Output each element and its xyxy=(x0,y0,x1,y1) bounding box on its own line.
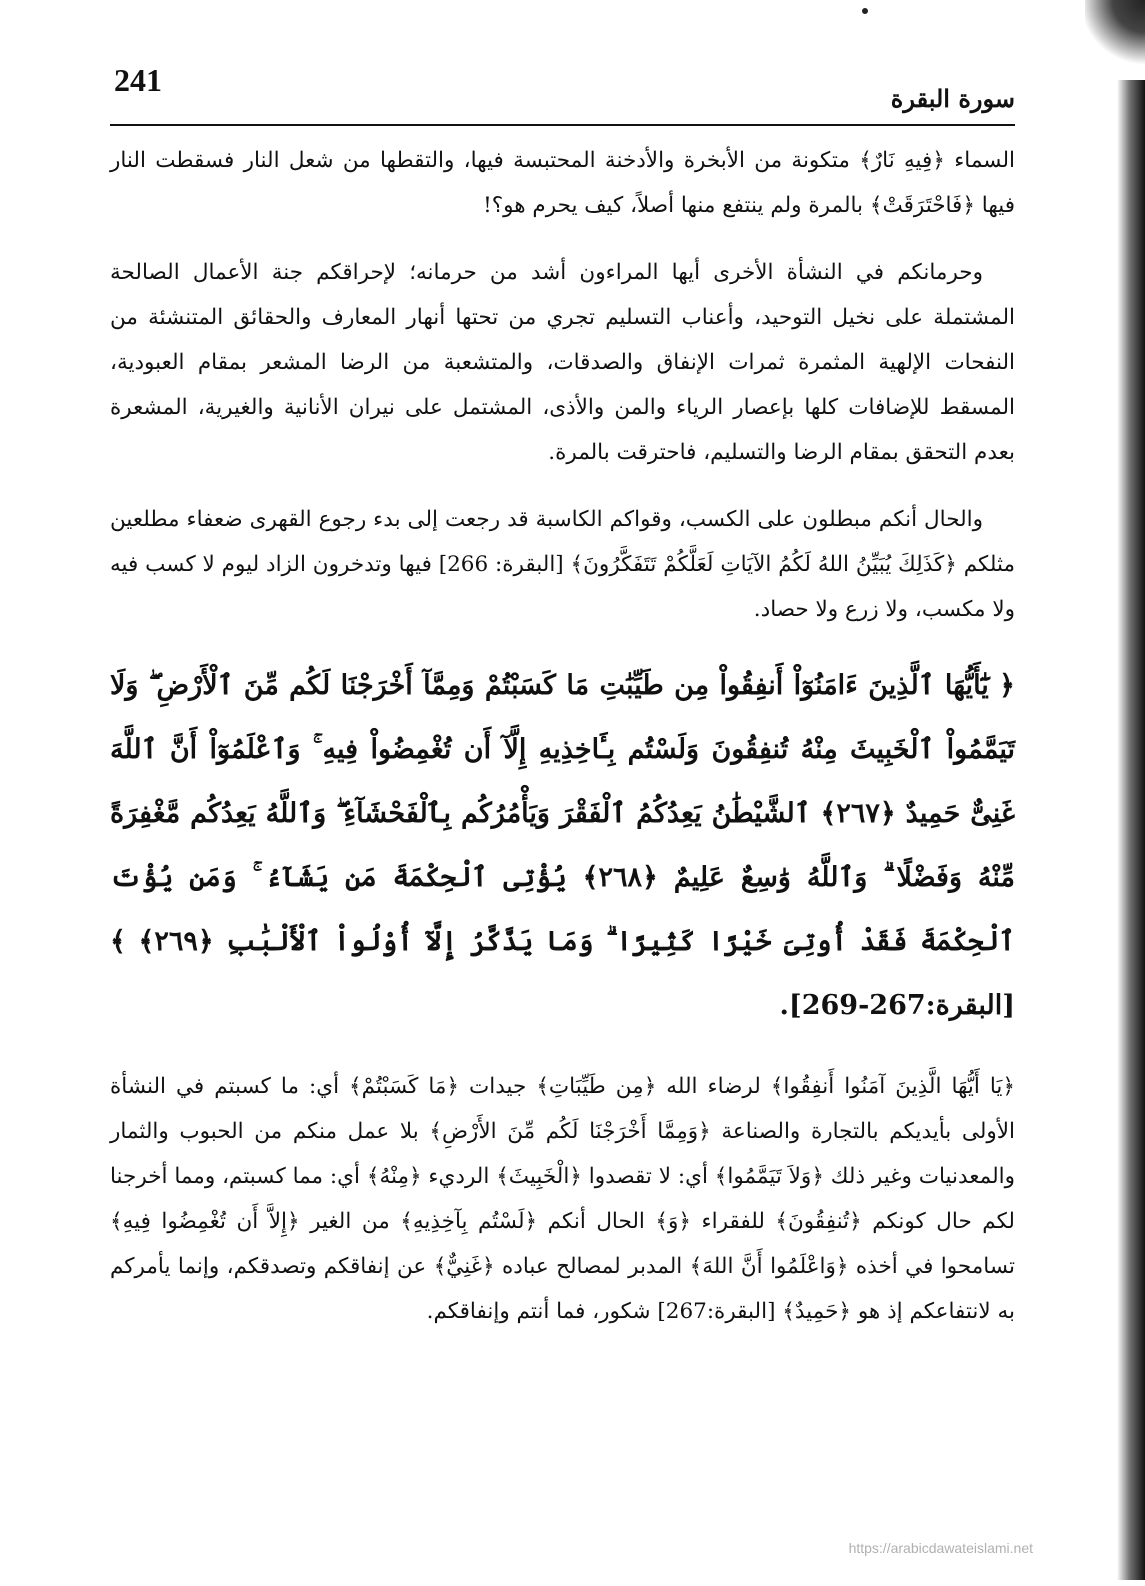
page-body xyxy=(110,138,1015,1334)
scan-shadow-corner xyxy=(1085,0,1145,70)
quran-verses-block: ﴿ يَٰٓأَيُّهَا ٱلَّذِينَ ءَامَنُوٓاْ أَنفِقُواْ مِن طَيِّبَٰتِ مَا كَسَبْتُمْ وَمِمَّآ أَخْرَجْنَا لَكُم مِّنَ ٱلْأَرْضِ ۖ وَلَا تَيَمَّمُواْ ٱلْخَبِيثَ مِنْهُ تُنفِقُونَ وَلَسْتُم بِـَٔاخِذِيهِ إِلَّآ أَن تُغْمِضُواْ فِيهِ ۚ وَٱعْلَمُوٓاْ أَنَّ ٱللَّهَ غَنِىٌّ حَمِيدٌ ﴿٢٦٧﴾ ٱلشَّيْطَٰنُ يَعِدُكُمُ ٱلْفَقْرَ وَيَأْمُرُكُم بِٱلْفَحْشَآءِ ۖ وَٱللَّهُ يَعِدُكُم مَّغْفِرَةً مِّنْهُ وَفَضْلًا ۗ وَٱللَّهُ وَٰسِعٌ عَلِيمٌ ﴿٢٦٨﴾ يُؤْتِى ٱلْحِكْمَةَ مَن يَشَآءُ ۚ وَمَن يُؤْتَ ٱلْحِكْمَةَ فَقَدْ أُوتِىَ خَيْرًا كَثِيرًا ۗ وَمَا يَذَّكَّرُ إِلَّآ أُوْلُواْ ٱلْأَلْبَٰبِ ﴿٢٦٩﴾ ﴾ [البقرة:267-269]. xyxy=(110,670,1015,1021)
page-number: 241 xyxy=(114,62,162,98)
source-watermark: https://arabicdawateislami.net xyxy=(848,1540,1033,1556)
ink-speck xyxy=(862,8,868,14)
page-header xyxy=(110,62,1015,126)
paragraph-3: والحال أنكم مبطلون على الكسب، وقواكم الكاسبة قد رجعت إلى بدء رجوع القهرى ضعفاء مطلعين مثلكم ﴿كَذَلِكَ يُبَيِّنُ اللهُ لَكُمُ الآيَاتِ لَعَلَّكُمْ تَتَفَكَّرُونَ﴾ [البقرة: 266] فيها وتدخرون الزاد ليوم لا كسب فيه ولا مكسب، ولا زرع ولا حصاد. xyxy=(110,507,1016,622)
commentary-paragraph: ﴿يَا أَيُّهَا الَّذِينَ آمَنُوا أَنفِقُوا﴾ لرضاء الله ﴿مِن طَيِّبَاتِ﴾ جيدات ﴿مَا كَسَبْتُمْ﴾ أي: ما كسبتم في النشأة الأولى بأيديكم بالتجارة والصناعة ﴿وَمِمَّا أَخْرَجْنَا لَكُم مِّنَ الأَرْضِ﴾ بلا عمل منكم من الحبوب والثمار والمعدنيات وغير ذلك ﴿وَلاَ تَيَمَّمُوا﴾ أي: لا تقصدوا ﴿الْخَبِيثَ﴾ الرديء ﴿مِنْهُ﴾ أي: مما كسبتم، ومما أخرجنا لكم حال كونكم ﴿تُنفِقُونَ﴾ للفقراء ﴿وَ﴾ الحال أنكم ﴿لَسْتُم بِآخِذِيهِ﴾ من الغير ﴿إِلاَّ أَن تُغْمِضُوا فِيهِ﴾ تسامحوا في أخذه ﴿وَاعْلَمُوا أَنَّ اللهَ﴾ المدبر لمصالح عباده ﴿غَنِيٌّ﴾ عن إنفاقكم وتصدقكم، وإنما يأمركم به لانتفاعكم إذ هو ﴿حَمِيدٌ﴾ [البقرة:267] شكور، فما أنتم وإنفاقكم. xyxy=(110,1074,1015,1324)
paragraph-1: السماء ﴿فِيهِ نَارٌ﴾ متكونة من الأبخرة والأدخنة المحتبسة فيها، والتقطها من شعل النار فسقطت النار فيها ﴿فَاحْتَرَقَتْ﴾ بالمرة ولم ينتفع منها أصلاً، كيف يحرم هو؟! xyxy=(110,148,1015,218)
surah-title: سورة البقرة xyxy=(890,84,1015,113)
scan-shadow-edge xyxy=(1117,80,1145,1580)
paragraph-2: وحرمانكم في النشأة الأخرى أيها المراءون أشد من حرمانه؛ لإحراقكم جنة الأعمال الصالحة المشتملة على نخيل التوحيد، وأعناب التسليم تجري من تحتها أنهار المعارف والحقائق المتنشئة من النفحات الإلهية المثمرة ثمرات الإنفاق والصدقات، والمتشعبة من الرضا المشعر بمقام العبودية، المسقط للإضافات كلها بإعصار الرياء والمن والأذى، المشتمل على نيران الأنانية والغيرية، المشعرة بعدم التحقق بمقام الرضا والتسليم، فاحترقت بالمرة. xyxy=(110,260,1015,465)
